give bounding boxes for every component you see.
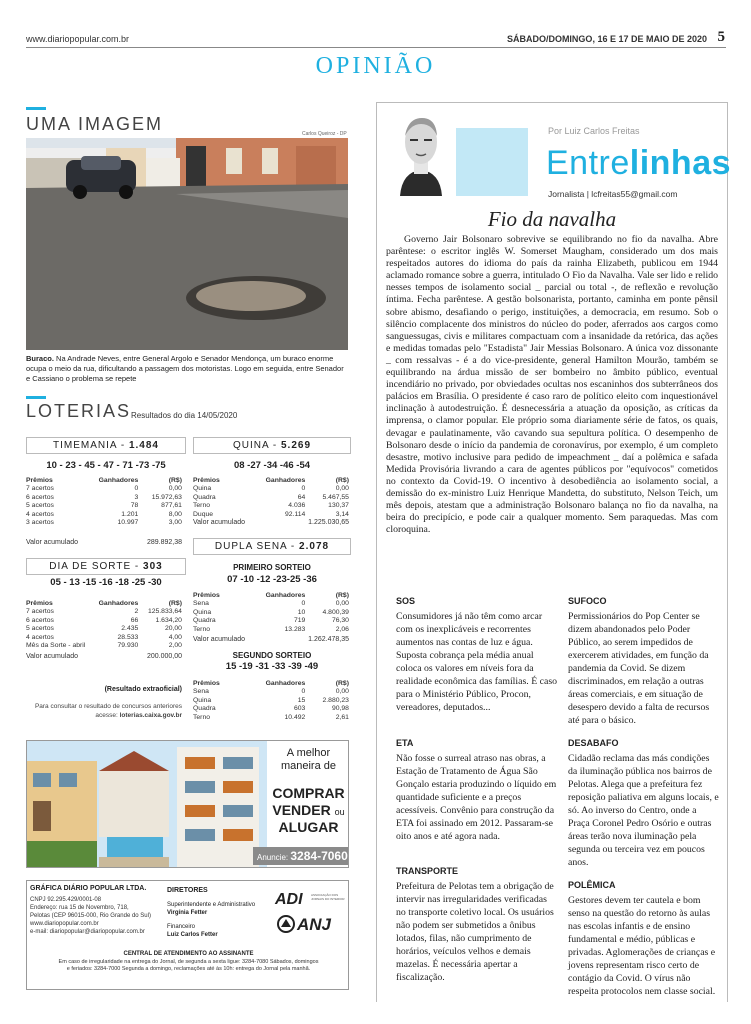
note-text: Permissionários do Pop Center se dizem abandonados pelo Poder Público, ao serem impedidos de exercerem atividades, em função da pandemia da Covid. Se dizem discriminados, em relação a outras áreas comerciais, e em situação de desespero devido a falta de recursos até para o básico. [568, 611, 710, 726]
table-row-cell: 4.800,39 [322, 608, 349, 616]
author-photo [386, 110, 456, 196]
table-row-cell: 64 [297, 493, 306, 501]
draw-number: 2.078 [299, 541, 330, 552]
table-header-cell: Ganhadores [265, 680, 306, 687]
sorteio2-numbers: 15 -19 -31 -33 -39 -49 [225, 661, 319, 672]
acum-value: 289.892,38 [146, 539, 182, 546]
ad-rent: ALUGAR [278, 819, 339, 835]
extraoficial-note: (Resultado extraoficial) [104, 686, 182, 693]
byline-bg [456, 128, 528, 196]
table-row-cell: 7 acertos [26, 608, 54, 616]
table-row-cell: Quina [193, 608, 212, 616]
note-heading: SOS [396, 596, 416, 606]
timemania-table [26, 477, 182, 527]
note-desabafo [568, 738, 720, 869]
table-row [193, 511, 349, 519]
table-row-cell: 0,00 [335, 688, 349, 696]
caption-lead: Buraco. [26, 354, 54, 363]
table-header-cell: Prêmios [26, 477, 53, 484]
table-row-cell: 4 acertos [26, 510, 54, 518]
director1-role: Superintendente e Administrativo [167, 902, 256, 908]
table-row-cell: 2,61 [335, 713, 349, 721]
director2-role: Financeiro [167, 924, 196, 930]
table-row-cell: 10.492 [284, 713, 306, 721]
table-header-cell: Prêmios [193, 477, 220, 484]
column-brand [546, 144, 731, 183]
table-row-cell: 5.467,55 [322, 493, 349, 501]
pothole-photo [26, 138, 348, 350]
table-row-cell: 3 [134, 493, 139, 501]
company-city: Pelotas (CEP 96015-000, Rio Grande do Sul) [30, 913, 151, 919]
article-title: Fio da navalha [487, 207, 617, 231]
table-row [193, 502, 349, 510]
table-row-cell: 10.997 [117, 519, 139, 527]
table-header [26, 477, 182, 485]
note-heading: ETA [396, 738, 414, 748]
note-text: Prefeitura de Pelotas tem a obrigação de intervir nas irregularidades verificadas no transporte coletivo local. Os usuários não podem ser submetidos a ônibus lotados, filas, não cumprimento de horários, veículos velhos e demais mazelas. É necessária apertar a fiscalização. [396, 881, 554, 983]
note-eta [396, 738, 558, 843]
table-row-cell: Quadra [193, 493, 216, 501]
note-heading: POLÊMICA [568, 880, 616, 890]
table-row-cell: 4,00 [168, 633, 182, 641]
table-row-cell: 2,06 [335, 625, 349, 633]
table-row-cell: 2.435 [121, 625, 139, 633]
ad-phone: 3284-7060 [290, 849, 348, 863]
table-row-cell: Quina [193, 485, 212, 493]
quina-numbers: 08 -27 -34 -46 -54 [233, 460, 311, 471]
adi-logo [275, 891, 345, 909]
sorteio2-title: SEGUNDO SORTEIO [232, 651, 312, 660]
table-header [26, 600, 182, 608]
table-row-cell: 2,00 [168, 642, 182, 650]
loterias-heading: LOTERIAS [26, 401, 132, 421]
acum-label: Valor acumulado [193, 636, 246, 643]
table-row-cell: Mês da Sorte - abril [26, 642, 86, 650]
table-row-cell: 1.201 [121, 510, 139, 518]
loterias-date: Resultados do dia 14/05/2020 [131, 411, 238, 420]
ad-buy: COMPRAR [272, 785, 345, 801]
table-row [193, 714, 349, 722]
table-row-cell: 20,00 [164, 625, 182, 633]
duplasena-header [193, 538, 351, 555]
directors-title: DIRETORES [167, 887, 208, 894]
table-row-cell: 0,00 [335, 600, 349, 608]
table-row-cell: 6 acertos [26, 616, 54, 624]
photo-caption [26, 354, 348, 384]
sorteio2-table [193, 680, 349, 722]
table-row-cell: 5 acertos [26, 625, 54, 633]
table-row-cell: 66 [130, 616, 139, 624]
timemania-header [26, 437, 186, 454]
table-row-cell: 1.634,20 [155, 616, 182, 624]
table-row [26, 634, 182, 642]
table-row [26, 617, 182, 625]
table-row-cell: 15.972,63 [151, 493, 182, 501]
table-row-cell: 3,00 [168, 519, 182, 527]
table-row-cell: 0 [301, 688, 306, 696]
table-row-cell: 7 acertos [26, 485, 54, 493]
brand-part1: Entre [546, 144, 630, 182]
adi-subtitle: ASSOCIAÇÃO DOS JORNAIS DO INTERIOR [311, 893, 345, 901]
company-name: GRÁFICA DIÁRIO POPULAR LTDA. [30, 885, 147, 892]
company-info [30, 896, 180, 936]
real-estate-ad[interactable] [26, 740, 349, 868]
table-row-cell: 125.833,64 [147, 608, 182, 616]
acum-label: Valor acumulado [26, 653, 79, 660]
table-row-cell: 79.930 [117, 642, 139, 650]
sorteio1-numbers: 07 -10 -12 -23-25 -36 [227, 574, 317, 585]
diasorte-numbers: 05 - 13 -15 -16 -18 -25 -30 [50, 577, 162, 588]
draw-number: 5.269 [280, 440, 312, 451]
table-row-cell: Quadra [193, 705, 216, 713]
table-row [193, 494, 349, 502]
ad-sell-line [267, 802, 349, 818]
table-row [193, 600, 349, 608]
note-sufoco [568, 596, 720, 727]
table-row [26, 502, 182, 510]
table-row-cell: 719 [293, 617, 306, 625]
table-header-cell: Ganhadores [265, 592, 306, 599]
table-row [26, 519, 182, 527]
table-row-cell: Duque [193, 510, 214, 518]
table-row [193, 617, 349, 625]
article-body: Governo Jair Bolsonaro sobrevive se equilibrando no fio da navalha. Abre parêntese: o escritor inglês W. Somerset Maugham, considerado um dos mais respeitados autores do idioma do país da rainha Elizabeth, publicou em 1944 aclamado romance sobre a guerra, intitulado O Fio da Navalha. Vale ser lido e relido nesses tempos de isolamento social _ parcial ou total -, de reflexão e revolução íntima. Fecha parêntese. A gestão bolsonarista, portanto, caminha em ponte pênsil sobre abismo, desafiando o perigo, instituições, a democracia, em resumo. Sob o silêncio complacente dos ministros do núcleo do poder, aferrados aos cargos como sanguessugas, civis e militares compactuam com a insanidade da retórica, das ações e medidas tomadas pelo "Estadista" Jair Messias Bolsonaro. A única voz dissonante _ com ressalvas - é a do vice-presidente, general Hamilton Mourão, também se equilibrando na árdua missão de ser bombeiro no âmbito público, eventual incendiário no privado, por obviedades ocultas nos escaninhos dos subterrâneos dos palácios em Brasília. O presidente é caso raro de político eleito com inquestionável inclinação à autodestruição. É desnecessária a atuação da oposição, as críticas da imprensa, o clamor popular. Ele próprio soma diariamente série de fatos, os quais, devagar e paulatinamente, vão cavando sua sepultura política. O desempenho de Bolsonaro desde o início da pandemia de coronavírus, por exemplo, é um completo desastre, motivo inclusive para pedido de impeachment _ daí a polêmica e safada Medida Provisória livrando a cara de agentes públicos por "equívocos" cometidos no contexto da Covid-19. O incentivo à desobediência ao isolamento social, a demissão do ex-ministro Luiz Henrique Mandetta, do substituto, Nelson Teich, um mês depois, atestam que a administração Bolsonaro balança no fio da navalha, na beira do precipício, e pode cair a qualquer momento. Sem paraquedas. Mas com cloroquina. [386, 234, 718, 536]
table-row-cell: 76,30 [331, 617, 349, 625]
table-row-cell: 13.283 [284, 625, 306, 633]
table-header-cell: Prêmios [193, 592, 220, 599]
table-row-cell: 0 [301, 600, 306, 608]
table-header-cell: Ganhadores [98, 600, 139, 607]
sorteio1-table [193, 592, 349, 634]
table-header-cell: (R$) [335, 477, 349, 484]
table-header [193, 477, 349, 485]
imagem-heading: UMA IMAGEM [26, 114, 164, 134]
diasorte-header [26, 558, 186, 575]
table-header-cell: (R$) [335, 680, 349, 687]
accent-bar [26, 396, 46, 399]
note-heading: TRANSPORTE [396, 866, 459, 876]
table-row [26, 511, 182, 519]
table-header-cell: Prêmios [26, 600, 53, 607]
table-row-cell: Terno [193, 625, 211, 633]
acum-label: Valor acumulado [193, 519, 246, 526]
note-text: Gestores devem ter cautela e bom senso na questão do retorno às aulas nas escolas infantis e de ensino fundamental e médio, públicas e privadas. Aglomerações de crianças e jovens representam risco certo de contágio da Covid. O vírus não respeita protocolos nem classe social. [568, 895, 716, 997]
lottery-name: DIA DE SORTE - [49, 561, 144, 572]
sorteio1-title: PRIMEIRO SORTEIO [233, 563, 311, 572]
acum-value: 1.225.030,65 [308, 519, 349, 526]
note-transporte [396, 866, 558, 984]
note-polemica [568, 880, 720, 998]
table-row-cell: 2 [134, 608, 139, 616]
ad-line2: maneira de [280, 760, 337, 772]
director2-name: Luiz Carlos Fetter [167, 932, 218, 938]
acum-value: 200.000,00 [146, 653, 182, 660]
edition-date: SÁBADO/DOMINGO, 16 E 17 DE MAIO DE 2020 [506, 34, 707, 44]
lottery-name: DUPLA SENA - [214, 541, 300, 552]
table-row [26, 625, 182, 633]
table-row [193, 485, 349, 493]
lottery-name: QUINA - [232, 440, 281, 451]
central-text: Em caso de irregularidade na entrega do Jornal, de segunda a sexta ligue: 3284-7080 Sábados, domingos e feriados: 3284-7000 Segunda a domingo, reclamações até às 10h: entrega do Jornal pela manhã. [58, 959, 319, 972]
ad-or: ou [334, 807, 345, 817]
table-row-cell: Quina [193, 696, 212, 704]
table-row-cell: Sena [193, 600, 209, 608]
acum-label: Valor acumulado [26, 539, 79, 546]
note-text: Não fosse o surreal atraso nas obras, a Estação de Tratamento de Água São Gonçalo estaria produzindo o líquido em quantidade suficiente e a preços acessíveis. Convênio para construção da ETA foi assinado em 2012. Passaram-se oito anos e até agora nada. [396, 753, 557, 842]
table-row-cell: 8,00 [168, 510, 182, 518]
ad-line1: A melhor [286, 747, 331, 759]
table-row [193, 688, 349, 696]
table-header-cell: (R$) [168, 477, 182, 484]
table-row-cell: 90,98 [331, 705, 349, 713]
table-row-cell: 0 [301, 485, 306, 493]
draw-number: 1.484 [128, 440, 159, 451]
consult-text: Para consultar o resultado de concursos anteriores acesse: [34, 703, 182, 719]
site-url[interactable]: www.diariopopular.com.br [26, 34, 130, 44]
ad-phone-label: Anuncie: [257, 853, 289, 862]
table-row-cell: Quadra [193, 617, 216, 625]
table-row [26, 485, 182, 493]
column-author-role: Jornalista | lcfreitas55@gmail.com [548, 189, 678, 199]
central-title: CENTRAL DE ATENDIMENTO AO ASSINANTE [123, 951, 254, 957]
table-row-cell: 3 acertos [26, 519, 54, 527]
table-row-cell: Sena [193, 688, 209, 696]
director1-name: Virgínia Fetter [167, 910, 208, 916]
table-row-cell: Terno [193, 502, 211, 510]
draw-number: 303 [143, 561, 163, 572]
page-number: 5 [717, 29, 725, 45]
note-heading: DESABAFO [568, 738, 619, 748]
expediente-box [26, 880, 349, 990]
ad-phone-bar [253, 847, 349, 865]
ad-sell: VENDER [272, 802, 331, 818]
table-row [193, 697, 349, 705]
table-header-cell: Ganhadores [98, 477, 139, 484]
consult-note [26, 702, 182, 720]
table-header-cell: Ganhadores [265, 477, 306, 484]
brand-part2: linhas [629, 144, 732, 182]
note-text: Cidadão reclama das más condições da iluminação pública nos bairros de Pelotas. Alega que a prefeitura fez reposição paliativa em alguns locais, e só. Ao inverso do Centro, onde a Praça Coronel Pedro Osório e outras áreas terão nova iluminação pela segunda ou terceira vez em poucos anos. [568, 753, 719, 868]
table-row [26, 642, 182, 650]
table-row-cell: 78 [130, 502, 139, 510]
timemania-numbers: 10 - 23 - 45 - 47 - 71 -73 -75 [46, 460, 166, 471]
table-row-cell: 4.036 [288, 502, 306, 510]
table-row-cell: 0,00 [168, 485, 182, 493]
table-row [193, 609, 349, 617]
company-address: Endereço: rua 15 de Novembro, 718, [30, 905, 129, 911]
column-byline: Por Luiz Carlos Freitas [548, 126, 640, 136]
consult-link[interactable]: loterias.caixa.gov.br [119, 712, 182, 719]
table-row-cell: 92.114 [285, 510, 306, 518]
note-text: Consumidores já não têm como arcar com os inexplicáveis e recorrentes aumentos nas contas de luz e água. Suposta cobrança pela média anual coloca os valores em níveis fora da realidade econômica das famílias. É caso para o Ministério Público, Procon, vereadores, deputados... [396, 611, 558, 713]
accent-bar [26, 107, 46, 110]
company-cnpj: CNPJ 92.295.429/0001-08 [30, 897, 102, 903]
table-row-cell: 130,37 [328, 502, 349, 510]
note-sos [396, 596, 558, 714]
section-title: OPINIÃO [315, 53, 436, 79]
table-row [26, 494, 182, 502]
quina-header [193, 437, 351, 454]
adi-text: ADI [275, 891, 303, 908]
caption-text: Na Andrade Neves, entre General Argolo e Senador Mendonça, um buraco enorme ocupa o meio da rua, dificultando a passagem dos motoristas. Logo em seguida, entre Senador e Cassiano o problema se repete [26, 354, 344, 383]
table-row-cell: 2.880,23 [322, 696, 349, 704]
table-row [193, 626, 349, 634]
table-header-cell: Prêmios [193, 680, 220, 687]
table-row-cell: 603 [293, 705, 306, 713]
table-header [193, 680, 349, 688]
lottery-name: TIMEMANIA - [53, 440, 129, 451]
note-heading: SUFOCO [568, 596, 607, 606]
table-row-cell: 0,00 [335, 485, 349, 493]
table-row-cell: 4 acertos [26, 633, 54, 641]
anj-text: ANJ [297, 915, 332, 934]
table-row [26, 608, 182, 616]
table-header-cell: (R$) [168, 600, 182, 607]
anj-logo [277, 915, 341, 935]
table-row-cell: 5 acertos [26, 502, 54, 510]
company-site[interactable]: www.diariopopular.com.br [30, 921, 99, 927]
table-row-cell: 3,14 [335, 510, 349, 518]
company-email[interactable]: e-mail: diariopopular@diariopopular.com.br [30, 929, 145, 935]
quina-table [193, 477, 349, 519]
table-row-cell: 6 acertos [26, 493, 54, 501]
table-row-cell: 28.533 [117, 633, 139, 641]
table-row-cell: Terno [193, 713, 211, 721]
acum-value: 1.262.478,35 [308, 636, 349, 643]
table-header [193, 592, 349, 600]
photo-credit: Carlos Queiroz - DP [302, 131, 347, 137]
table-row-cell: 877,61 [161, 502, 182, 510]
header-rule [26, 47, 726, 48]
diasorte-table [26, 600, 182, 650]
table-header-cell: (R$) [335, 592, 349, 599]
table-row [193, 705, 349, 713]
table-row-cell: 15 [297, 696, 306, 704]
table-row-cell: 10 [297, 608, 306, 616]
table-row-cell: 0 [134, 485, 139, 493]
